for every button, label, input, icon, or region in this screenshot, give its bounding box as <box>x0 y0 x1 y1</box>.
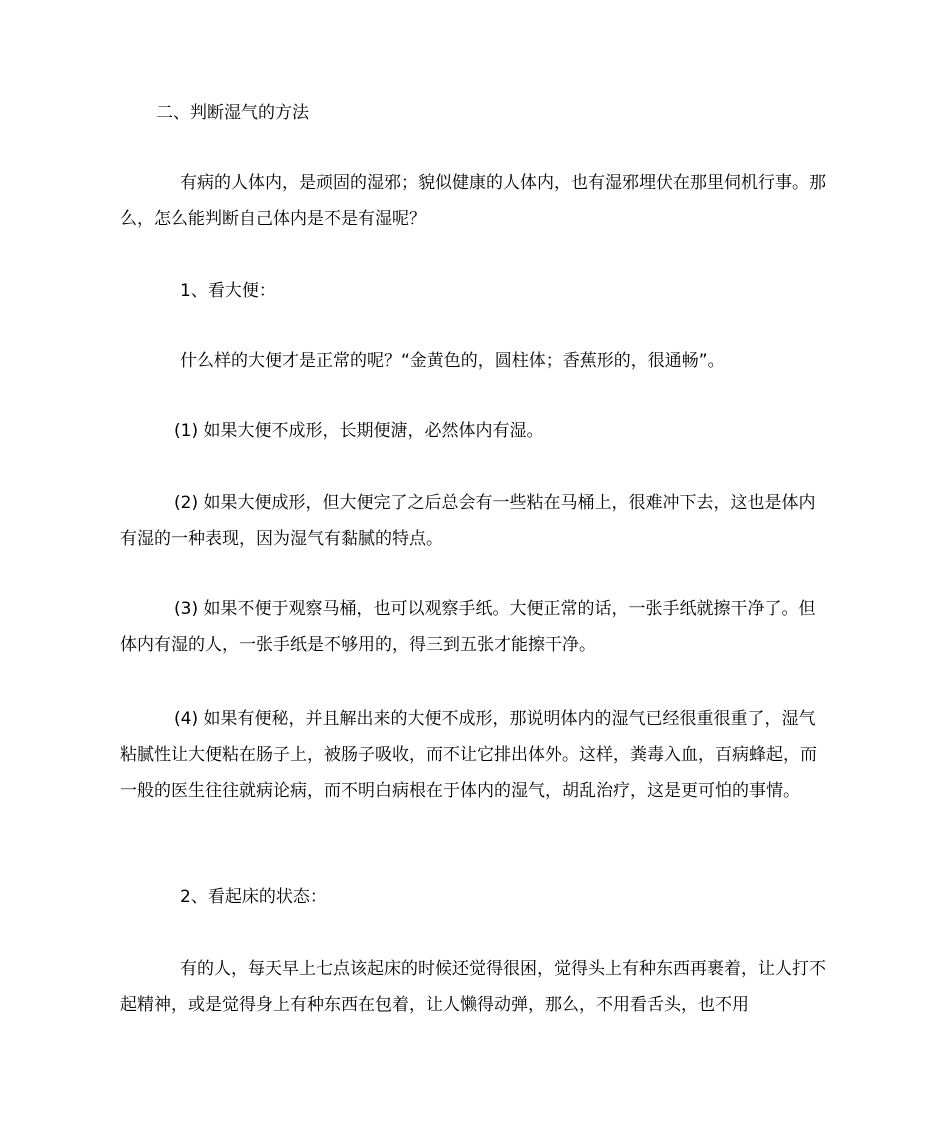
stool-item-2: (2) 如果大便成形，但大便完了之后总会有一些粘在马桶上，很难冲下去，这也是体内有湿的一种表现，因为湿气有黏腻的特点。 <box>120 493 816 549</box>
stool-item-4: (4) 如果有便秘，并且解出来的大便不成形，那说明体内的湿气已经很重很重了，湿气粘腻性让大便粘在肠子上，被肠子吸收，而不让它排出体外。这样，粪毒入血，百病蜂起，而一般的医生往往就病论病，而不明白病根在于体内的湿气，胡乱治疗，这是更可怕的事情。 <box>120 709 817 801</box>
subheading-stool: 1、看大便： <box>180 281 276 301</box>
stool-question-paragraph: 什么样的大便才是正常的呢？“金黄色的，圆柱体；香蕉形的，很通畅”。 <box>180 351 725 371</box>
stool-item-3: (3) 如果不便于观察马桶，也可以观察手纸。大便正常的话，一张手纸就擦干净了。但体内有湿的人，一张手纸是不够用的，得三到五张才能擦干净。 <box>120 599 816 655</box>
waking-paragraph: 有的人，每天早上七点该起床的时候还觉得很困，觉得头上有种东西再裹着，让人打不起精神，或是觉得身上有种东西在包着，让人懒得动弹，那么，不用看舌头，也不用 <box>120 959 826 1015</box>
section-heading: 二、判断湿气的方法 <box>156 103 309 123</box>
stool-item-1: (1) 如果大便不成形，长期便溏，必然体内有湿。 <box>174 421 544 441</box>
subheading-waking: 2、看起床的状态： <box>180 887 327 907</box>
intro-paragraph: 有病的人体内，是顽固的湿邪；貌似健康的人体内，也有湿邪埋伏在那里伺机行事。那么，怎么能判断自己体内是不是有湿呢？ <box>120 173 826 229</box>
